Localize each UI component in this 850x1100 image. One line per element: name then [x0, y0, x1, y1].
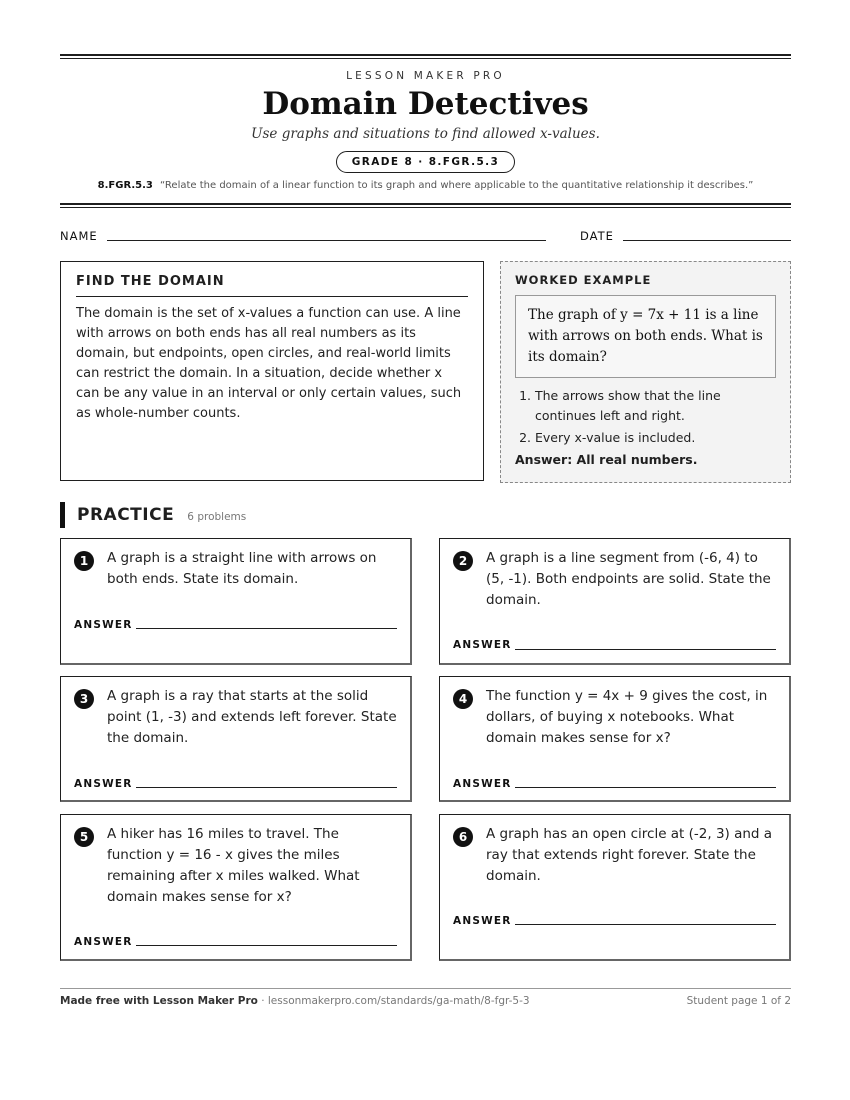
problem-card-1: [60, 538, 412, 665]
standard-description: [60, 180, 791, 191]
worksheet-title: Domain Detectives: [262, 86, 589, 122]
answer-field[interactable]: [136, 787, 397, 788]
footer-url: · lessonmakerpro.com/standards/ga-math/8-fgr-5-3: [257, 995, 530, 1007]
grade-standard-badge: GRADE 8 · 8.FGR.5.3: [336, 151, 516, 173]
worksheet-page: [60, 54, 791, 1007]
find-the-domain-text: The domain is the set of x-values a function can use. A line with arrows on both ends has all real numbers as its domain, but endpoints, open circles, and real-world limits can restrict the domain. In a situation, decide whether x can be any value in an interval or only certain values, such as whole-number counts.: [76, 306, 462, 421]
worksheet-header: [60, 70, 791, 191]
answer-field[interactable]: [136, 945, 397, 946]
problem-text: A hiker has 16 miles to travel. The function y = 16 - x gives the miles remaining after x miles walked. What domain makes sense for x?: [107, 826, 360, 905]
name-label: NAME: [60, 229, 98, 243]
answer-label: ANSWER: [74, 778, 133, 790]
answer-field[interactable]: [515, 787, 776, 788]
header-top-rule: [60, 54, 791, 59]
answer-field[interactable]: [515, 649, 776, 650]
worksheet-subtitle: Use graphs and situations to find allowed x-values.: [251, 126, 600, 142]
worked-example-title: WORKED EXAMPLE: [515, 273, 652, 287]
footer-page-number: Student page 1 of 2: [686, 995, 791, 1007]
problem-text: A graph is a line segment from (-6, 4) to (5, -1). Both endpoints are solid. State the domain.: [486, 550, 771, 608]
problem-card-5: [60, 814, 412, 961]
page-footer: [60, 988, 791, 1007]
find-the-domain-title: FIND THE DOMAIN: [76, 274, 468, 297]
problem-number: 3: [74, 689, 94, 709]
problem-text: A graph is a ray that starts at the solid point (1, -3) and extends left forever. State the domain.: [107, 688, 397, 746]
answer-label: ANSWER: [74, 936, 133, 948]
date-field[interactable]: [623, 240, 791, 241]
worked-example-steps: [515, 386, 776, 448]
problem-card-2: [439, 538, 791, 665]
practice-header: [60, 502, 246, 528]
problem-number: 5: [74, 827, 94, 847]
answer-label: ANSWER: [74, 619, 133, 631]
worked-step: 1. The arrows show that the line continues left and right.: [535, 386, 776, 426]
answer-label: ANSWER: [453, 639, 512, 651]
problem-number: 6: [453, 827, 473, 847]
worked-example-answer: Answer: All real numbers.: [515, 452, 698, 467]
practice-title: PRACTICE: [77, 505, 175, 525]
footer-made-with: Made free with Lesson Maker Pro: [60, 995, 258, 1007]
answer-field[interactable]: [136, 628, 397, 629]
problem-card-3: [60, 676, 412, 802]
brand-label: LESSON MAKER PRO: [346, 70, 505, 82]
name-date-row: [60, 208, 791, 248]
problem-card-6: [439, 814, 791, 961]
find-the-domain-box: [60, 261, 484, 481]
problem-number: 2: [453, 551, 473, 571]
problem-text: A graph is a straight line with arrows on both ends. State its domain.: [107, 550, 377, 587]
date-label: DATE: [580, 229, 614, 243]
standard-code: 8.FGR.5.3: [97, 180, 153, 191]
worked-example-question: The graph of y = 7x + 11 is a line with arrows on both ends. What is its domain?: [515, 295, 776, 378]
answer-field[interactable]: [515, 924, 776, 925]
problem-text: A graph has an open circle at (-2, 3) and a ray that extends right forever. State the domain.: [486, 826, 773, 884]
answer-label: ANSWER: [453, 915, 512, 927]
worked-step: 2. Every x-value is included.: [535, 428, 776, 448]
worked-example-box: [500, 261, 791, 483]
problem-text: The function y = 4x + 9 gives the cost, in dollars, of buying x notebooks. What domain makes sense for x?: [486, 688, 768, 746]
answer-label: ANSWER: [453, 778, 512, 790]
problem-card-4: [439, 676, 791, 802]
problem-number: 4: [453, 689, 473, 709]
problem-number: 1: [74, 551, 94, 571]
practice-count: 6 problems: [187, 511, 247, 523]
standard-text: “Relate the domain of a linear function to its graph and where applicable to the quantitative relationship it describes.”: [160, 180, 754, 191]
name-field[interactable]: [107, 240, 546, 241]
